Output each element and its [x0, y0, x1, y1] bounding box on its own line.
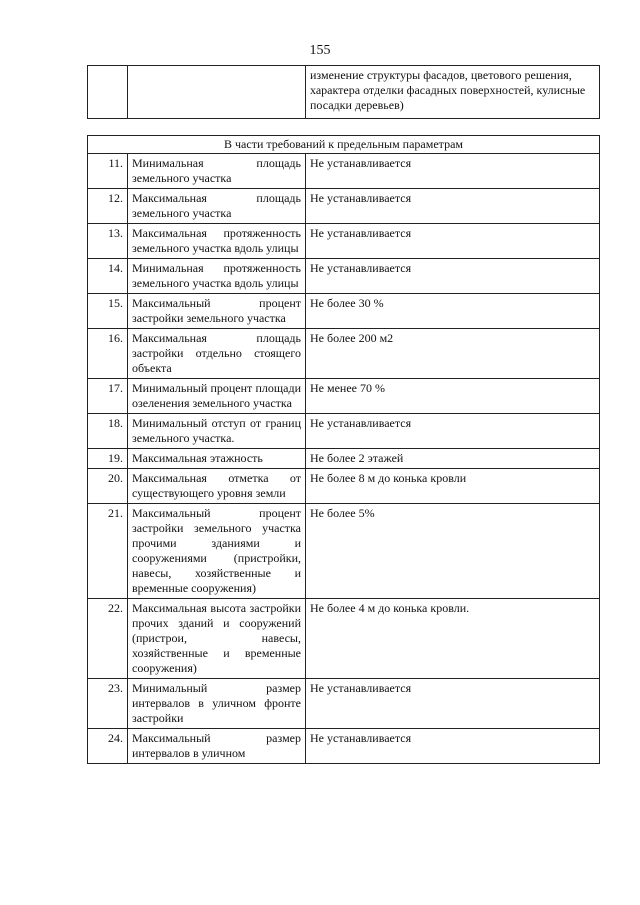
- parameter-value: Не устанавливается: [306, 259, 600, 294]
- continuation-table: [87, 65, 600, 119]
- row-number: 19.: [88, 449, 128, 469]
- parameter-name: Максимальная площадь застройки отдельно стоящего объекта: [128, 329, 306, 379]
- parameter-name: Максимальный процент застройки земельного участка: [128, 294, 306, 329]
- parameter-value: Не менее 70 %: [306, 379, 600, 414]
- parameter-name: Минимальный отступ от границ земельного участка.: [128, 414, 306, 449]
- section-header: В части требований к предельным параметрам: [88, 136, 600, 154]
- row-number: 16.: [88, 329, 128, 379]
- row-number: 24.: [88, 729, 128, 764]
- empty-cell: [128, 66, 306, 119]
- parameters-table: [87, 135, 600, 764]
- table-row: [88, 449, 600, 469]
- row-number: 12.: [88, 189, 128, 224]
- table-row: [88, 469, 600, 504]
- table-row: [88, 379, 600, 414]
- parameter-value: Не более 8 м до конька кровли: [306, 469, 600, 504]
- parameter-value: Не устанавливается: [306, 414, 600, 449]
- row-number: 21.: [88, 504, 128, 599]
- parameter-name: Максимальная этажность: [128, 449, 306, 469]
- parameter-value: Не более 5%: [306, 504, 600, 599]
- table-row: [88, 294, 600, 329]
- parameter-value: Не устанавливается: [306, 189, 600, 224]
- parameter-value: Не более 2 этажей: [306, 449, 600, 469]
- parameter-name: Минимальный размер интервалов в уличном фронте застройки: [128, 679, 306, 729]
- table-row: [88, 599, 600, 679]
- table-row: [88, 414, 600, 449]
- row-number: 15.: [88, 294, 128, 329]
- parameter-value: Не устанавливается: [306, 224, 600, 259]
- empty-cell: [88, 66, 128, 119]
- table-row: [88, 729, 600, 764]
- parameter-value: Не устанавливается: [306, 154, 600, 189]
- row-number: 13.: [88, 224, 128, 259]
- parameter-name: Максимальная отметка от существующего уровня земли: [128, 469, 306, 504]
- parameter-name: Минимальная протяженность земельного участка вдоль улицы: [128, 259, 306, 294]
- row-number: 18.: [88, 414, 128, 449]
- rows-body: [88, 154, 600, 764]
- row-number: 14.: [88, 259, 128, 294]
- table-row: [88, 504, 600, 599]
- parameter-name: Максимальная площадь земельного участка: [128, 189, 306, 224]
- table-row: [88, 329, 600, 379]
- parameter-name: Максимальная протяженность земельного участка вдоль улицы: [128, 224, 306, 259]
- parameter-value: Не более 200 м2: [306, 329, 600, 379]
- parameter-value: Не устанавливается: [306, 679, 600, 729]
- row-number: 17.: [88, 379, 128, 414]
- row-number: 11.: [88, 154, 128, 189]
- parameter-name: Минимальная площадь земельного участка: [128, 154, 306, 189]
- row-number: 23.: [88, 679, 128, 729]
- row-number: 20.: [88, 469, 128, 504]
- table-row: [88, 189, 600, 224]
- parameter-value: Не устанавливается: [306, 729, 600, 764]
- section-header-row: [88, 136, 600, 154]
- parameter-name: Максимальный размер интервалов в уличном: [128, 729, 306, 764]
- parameter-name: Максимальный процент застройки земельного участка прочими зданиями и сооружениями (пристройки, навесы, хозяйственные и временные сооружения): [128, 504, 306, 599]
- parameter-name: Максимальная высота застройки прочих зданий и сооружений (пристрои, навесы, хозяйственные и временные сооружения): [128, 599, 306, 679]
- parameter-value: Не более 4 м до конька кровли.: [306, 599, 600, 679]
- table-row: [88, 224, 600, 259]
- table-row: [88, 259, 600, 294]
- parameter-name: Минимальный процент площади озеленения земельного участка: [128, 379, 306, 414]
- table-row: [88, 679, 600, 729]
- parameter-value: Не более 30 %: [306, 294, 600, 329]
- table-row: [88, 66, 600, 119]
- table-row: [88, 154, 600, 189]
- row-number: 22.: [88, 599, 128, 679]
- page-number: 155: [309, 43, 331, 58]
- continuation-text: изменение структуры фасадов, цветового решения, характера отделки фасадных поверхностей, кулисные посадки деревьев): [306, 66, 600, 119]
